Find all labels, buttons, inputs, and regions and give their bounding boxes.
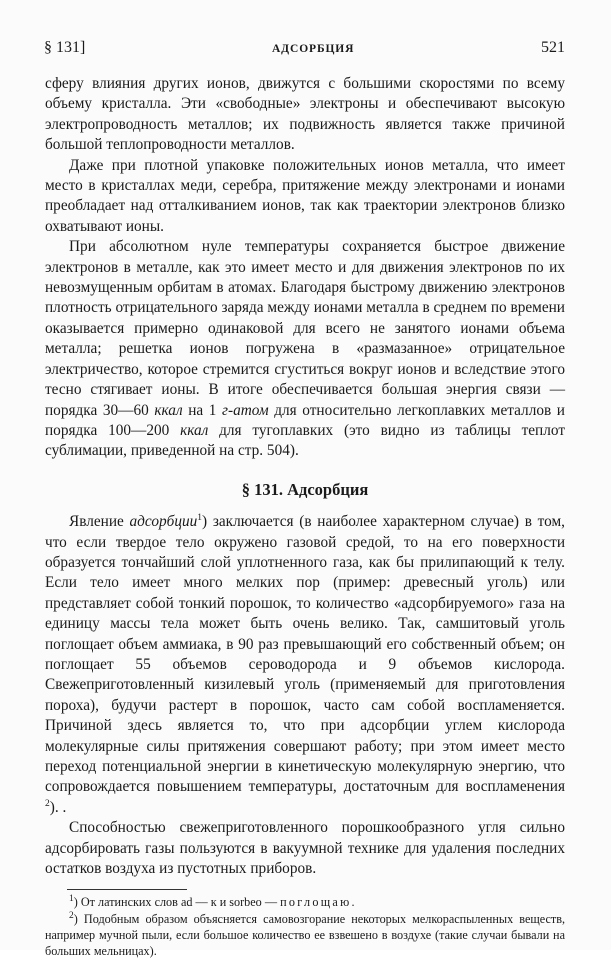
paragraph-adsorption-definition bbox=[45, 512, 565, 818]
text-run: ) Подобным образом объясняется самовозгорание некоторых мелкораспыленных веществ, например мучной пыли, если большое количество ее взвешено в воздухе (такие случаи бывали на больших мельницах). bbox=[45, 911, 565, 959]
text-run: ) От латинских слов ad — к и sorbeo — bbox=[73, 895, 281, 910]
footnote-ref-2[interactable]: 2 bbox=[45, 798, 50, 809]
text-run: Явление bbox=[69, 513, 130, 531]
paragraph-continued: сферу влияния других ионов, движутся с большими скоростями по всему объему кристалла. Эти «свободные» электроны и обеспечивают высокую электропроводность металлов; их подвижность является также причиной большой теплопроводности металлов. bbox=[45, 75, 565, 154]
header-section-ref: § 131] bbox=[44, 39, 86, 56]
page-number: 521 bbox=[541, 39, 565, 56]
paragraph-absolute-zero bbox=[45, 237, 565, 461]
text-run: на 1 bbox=[182, 401, 223, 419]
footnote-marker: 2 bbox=[69, 910, 74, 921]
paragraph: Способностью свежеприготовленного порошкообразного угля сильно адсорбировать газы пользуются в вакуумной технике для удаления последних остатков воздуха из пустотных приборов. bbox=[45, 819, 565, 878]
spaced-word: поглощаю bbox=[280, 895, 352, 910]
unit-g-atom: г-атом bbox=[222, 401, 269, 419]
text-run: ) заключается (в наиболее характерном случае) в том, что если твердое тело окружено газовой средой, то на его поверхности образуется тончайший слой уплотненного газа, как бы прилипающий к телу. Если тело имеет много мелких пор (пример: древесный уголь) или представляет собой тонкий порошок, то количество «адсорбируемого» газа на единицу массы тела может быть очень велико. Так, самшитовый уголь поглощает объем аммиака, в 90 раз превышающий его собственный объем; он поглощает 55 объемов сероводорода и 9 объемов кислорода. Свежеприготовленный кизилевый уголь (применяемый для приготовления пороха), будучи растерт в порошок, часто сам собой воспламеняется. Причиной здесь является то, что при адсорбции углем кислорода молекулярные силы притяжения совершают работу; при этом имеет место переход потенциальной энергии в кинетическую молекулярную энергию, что сопровождается повышением температуры, достаточным для воспламенения bbox=[45, 513, 565, 796]
text-run: ). . bbox=[49, 798, 67, 816]
footnote-ref-1[interactable]: 1 bbox=[197, 513, 203, 524]
text-run: для относительно легкоплавких металлов и порядка 100—200 bbox=[45, 401, 565, 439]
text-run: для тугоплавких (это видно из таблицы теплот сублимации, приведенной на стр. 504). bbox=[45, 421, 565, 460]
term-adsorption: адсорбции bbox=[129, 513, 198, 531]
text-run: При абсолютном нуле температуры сохраняется быстрое движение электронов в металле, как это имеет место и для движения электронов по их невозмущенным орбитам в атомах. Благодаря быстрому движению электронов плотность отрицательного заряда между ионами металла в среднем по времени оказывается примерно одинаковой для всего не занятого ионами объема металла; решетка ионов погружена в «размазанное» отрицательное электричество, которое стремится сгуститься вокруг ионов и вследствие этого тесно стягивает ионы. В итоге обеспечивается большая энергия связи — порядка 30—60 bbox=[45, 238, 565, 419]
page-body bbox=[45, 74, 565, 959]
unit-kcal: ккал bbox=[154, 401, 183, 419]
running-header bbox=[44, 38, 565, 58]
unit-kcal: ккал bbox=[180, 421, 209, 439]
section-heading: § 131. Адсорбция bbox=[241, 479, 369, 499]
footnote-marker: 1 bbox=[69, 894, 74, 905]
footnote-1 bbox=[45, 894, 565, 910]
footnote-2 bbox=[45, 911, 565, 959]
header-title: АДСОРБЦИЯ bbox=[271, 43, 355, 55]
paragraph: Даже при плотной упаковке положительных ионов металла, что имеет место в кристаллах меди, серебра, притяжение между электронами и ионами преобладает над отталкиванием ионов, так как траектории электронов близко охватывают ионы. bbox=[45, 156, 565, 235]
footnote-divider bbox=[67, 889, 187, 890]
text-run: . bbox=[351, 895, 355, 910]
